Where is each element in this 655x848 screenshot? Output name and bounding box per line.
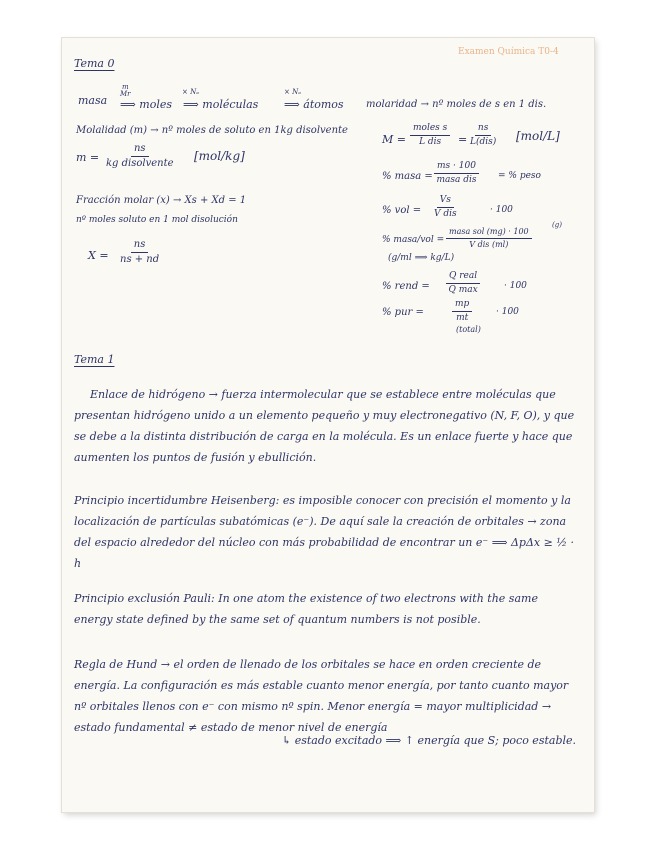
hund-paragraph: Regla de Hund → el orden de llenado de los orbitales se hace en orden creciente de energía. La configuración es más estable cuanto menor energía, por tanto cuanto mayor nº orbitales llenos con e⁻ con mismo nº spin. Menor energía = mayor multiplicidad → estado fundamental ≠ estado de menor nivel de energía [74,658,569,734]
molalidad-units: [mol/kg] [194,149,245,163]
fraccion-fraction [120,240,159,265]
chain-atomos: ⟹ átomos [284,98,344,111]
pur-lhs: % pur = [382,307,424,318]
chain-over-na2: × Nₐ [284,88,301,96]
molaridad-fraction [410,124,450,147]
excited-state-note: ↳ estado excitado ⟹ ↑ energía que S; poco estable. [282,734,577,747]
pur-denominator-2: (total) [456,325,481,334]
fraccion-lhs: X = [88,249,109,262]
chain-masa: masa [78,94,108,107]
rend-numerator: Q real [446,272,480,284]
fraccion-denominator: ns + nd [120,254,160,265]
chain-moles: ⟹ moles [120,98,172,111]
vol-rhs: · 100 [490,205,513,215]
masavol-numerator: masa sol (mg) · 100 [446,228,532,239]
rend-lhs: % rend = [382,281,430,292]
fraccion-definition-2: nº moles soluto en 1 mol disolución [76,215,238,225]
masa-lhs: % masa = [382,171,433,182]
corner-label: Examen Química T0-4 [458,47,559,57]
molaridad-denominator-2: L(dis) [470,137,497,147]
notebook-page [62,38,594,812]
masavol-lhs: % masa/vol = [382,235,445,245]
pauli-paragraph: Principio exclusión Pauli: In one atom the existence of two electrons with the same energy state defined by the same set of quantum numbers is not posible. [74,592,538,626]
rend-denominator: Q max [448,285,478,295]
pur-fraction [452,300,472,323]
chain-over-na1: × Nₐ [182,88,199,96]
rend-rhs: · 100 [504,281,527,291]
fraccion-definition: Fracción molar (x) → Xs + Xd = 1 [76,195,247,206]
hydrogen-bond-paragraph: Enlace de hidrógeno → fuerza intermolecular que se establece entre moléculas que presentan hidrógeno unido a un elemento pequeño y muy electronegativo (N, F, O), y que se debe a la distinta distribución de carga en la molécula. Es un enlace fuerte y hace que aumenten los puntos de fusión y ebullición. [74,388,575,464]
pur-rhs: · 100 [496,307,519,317]
vol-denominator: V dis [434,209,457,219]
masa-rhs: = % peso [498,171,541,181]
chain-moleculas: ⟹ moléculas [183,98,259,111]
molaridad-numerator: moles s [410,124,450,136]
molaridad-fraction-2 [470,124,496,147]
molaridad-numerator-2: ns [475,124,491,136]
molaridad-lhs: M = [382,133,406,146]
tema1-title: Tema 1 [74,353,115,366]
masavol-fraction [446,228,532,249]
heisenberg-paragraph: Principio incertidumbre Heisenberg: es imposible conocer con precisión el momento y la localización de partículas subatómicas (e⁻). De aquí sale la creación de orbitales → zona del espacio alrededor del núcleo con más probabilidad de encontrar un e⁻ ⟹ ΔpΔx ≥ ½ · h [74,494,574,570]
molaridad-denominator: L dis [419,137,442,147]
fraccion-numerator: ns [131,240,149,253]
masa-denominator: masa dis [436,175,477,185]
molalidad-fraction [106,144,174,169]
molalidad-numerator: ns [131,144,149,157]
masa-numerator: ms · 100 [434,162,479,174]
masavol-superscript: (g) [552,221,562,229]
vol-lhs: % vol = [382,205,422,216]
molaridad-definition: molaridad → nº moles de s en 1 dis. [366,99,547,110]
pur-numerator: mp [452,300,472,312]
molaridad-equals: = [458,133,468,146]
masa-fraction [434,162,479,185]
molalidad-definition: Molalidad (m) → nº moles de soluto en 1kg disolvente [76,125,348,136]
chain-over-mol: m [122,83,129,91]
vol-fraction [434,196,457,219]
molalidad-denominator: kg disolvente [106,158,174,169]
rend-fraction [446,272,480,295]
molalidad-lhs: m = [76,151,100,164]
tema0-title: Tema 0 [74,57,115,70]
masavol-denominator: V dis (ml) [469,240,509,249]
molaridad-units: [mol/L] [516,129,560,143]
masavol-units: (g/ml ⟹ kg/L) [388,253,455,263]
vol-numerator: Vs [437,196,454,208]
chain-under-mol: Mr [120,90,131,98]
pur-denominator: mt [456,313,469,323]
